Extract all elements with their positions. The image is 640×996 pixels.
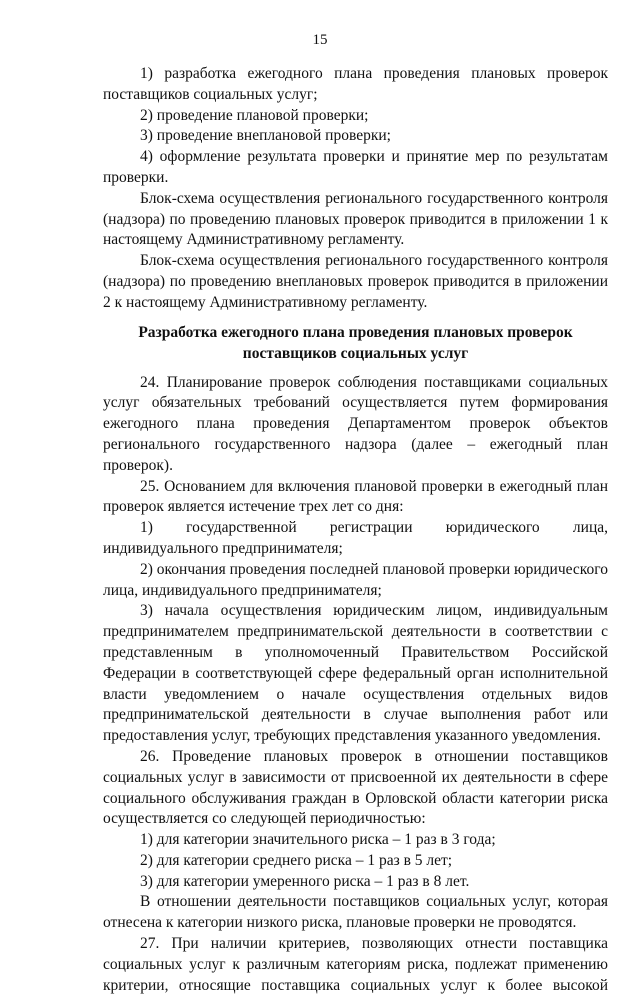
paragraph-25-item-1: 1) государственной регистрации юридического лица, индивидуального предпринимателя; bbox=[103, 519, 608, 557]
list-item-2: 2) проведение плановой проверки; bbox=[140, 106, 369, 124]
paragraph-26-item-2: 2) для категории среднего риска – 1 раз в 5 лет; bbox=[140, 851, 453, 869]
paragraph-25-item-3: 3) начала осуществления юридическим лицом, индивидуальным предпринимателем предпринимательской деятельности в соответствии с представленным в уполномоченный Правительством Российской Федерации в соответствующей сфере федеральный орган исполнительной власти уведомлением о начале осуществления отдельных видов предпринимательской деятельности в случае выполнения работ или предоставления услуг, требующих представления указанного уведомления. bbox=[103, 602, 608, 745]
paragraph-25-item-2: 2) окончания проведения последней плановой проверки юридического лица, индивидуального предпринимателя; bbox=[103, 560, 609, 599]
flowchart-note-2: Блок-схема осуществления регионального государственного контроля (надзора) по проведению внеплановых проверок приводится в приложении 2 к настоящему Административному регламенту. bbox=[103, 252, 608, 311]
paragraph-27: 27. При наличии критериев, позволяющих отнести поставщика социальных услуг к различным категориям риска, подлежат применению критерии, относящие поставщика социальных услуг к более высокой bbox=[103, 935, 608, 994]
paragraph-26-item-3: 3) для категории умеренного риска – 1 раз в 8 лет. bbox=[140, 872, 470, 890]
paragraph-26-item-1: 1) для категории значительного риска – 1 раз в 3 года; bbox=[140, 831, 496, 849]
list-item-3: 3) проведение внеплановой проверки; bbox=[140, 127, 391, 145]
section-heading: Разработка ежегодного плана проведения плановых проверок поставщиков социальных услуг bbox=[138, 323, 573, 362]
paragraph-24: 24. Планирование проверок соблюдения поставщиками социальных услуг обязательных требований осуществляется путем формирования ежегодного плана проведения Департаментом проверок объектов регионального государственного надзора (далее – ежегодный план проверок). bbox=[103, 373, 608, 474]
list-item-1: 1) разработка ежегодного плана проведения плановых проверок поставщиков социальных услуг; bbox=[103, 65, 608, 103]
document-body bbox=[103, 64, 608, 996]
page-number: 15 bbox=[312, 32, 328, 48]
flowchart-note-1: Блок-схема осуществления регионального государственного контроля (надзора) по проведению плановых проверок приводится в приложении 1 к настоящему Административному регламенту. bbox=[103, 189, 608, 249]
paragraph-25: 25. Основанием для включения плановой проверки в ежегодный план проверок является истечение трех лет со дня: bbox=[103, 477, 608, 516]
list-item-4: 4) оформление результата проверки и принятие мер по результатам проверки. bbox=[103, 148, 608, 186]
paragraph-low-risk: В отношении деятельности поставщиков социальных услуг, которая отнесена к категории низкого риска, плановые проверки не проводятся. bbox=[103, 893, 608, 932]
paragraph-26: 26. Проведение плановых проверок в отношении поставщиков социальных услуг в зависимости от присвоенной их деятельности в сфере социального обслуживания граждан в Орловской области категории риска осуществляется со следующей периодичностью: bbox=[103, 747, 608, 828]
